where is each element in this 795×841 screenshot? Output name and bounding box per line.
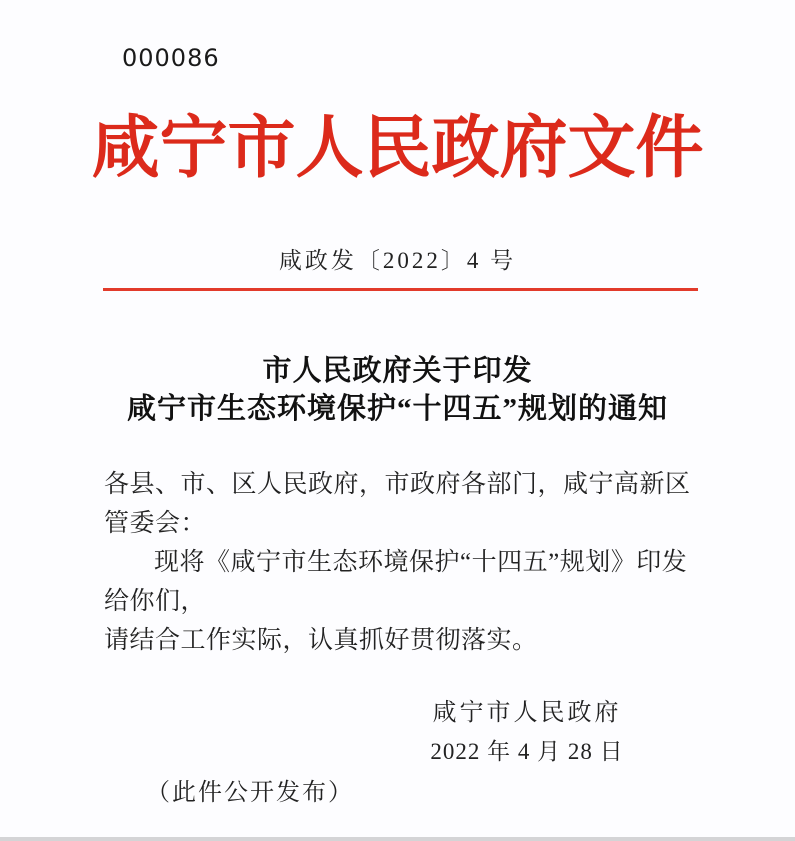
issue-date: 2022 年 4 月 28 日 [430,739,624,764]
letterhead-title: 咸宁市人民政府文件 [91,110,704,186]
scan-edge-shadow [0,837,795,841]
document-title [0,352,795,428]
salutation-line: 各县、市、区人民政府，市政府各部门，咸宁高新区管委会： [104,471,691,537]
document-body [104,465,704,660]
document-title-line-1: 市人民政府关于印发 [262,355,533,387]
document-reference-number: 咸政发〔2022〕4 号 [278,248,517,273]
issuing-authority: 咸宁市人民政府 [432,700,622,726]
red-divider-rule [103,288,698,291]
serial-number: 000086 [122,44,220,72]
signature-block [427,698,627,767]
body-line-1: 现将《咸宁市生态环境保护“十四五”规划》印发给你们， [104,549,688,615]
public-release-note: （此件公开发布） [146,780,354,806]
document-title-line-2: 咸宁市生态环境保护“十四五”规划的通知 [126,393,668,425]
body-line-2: 请结合工作实际，认真抓好贯彻落实。 [104,627,538,654]
